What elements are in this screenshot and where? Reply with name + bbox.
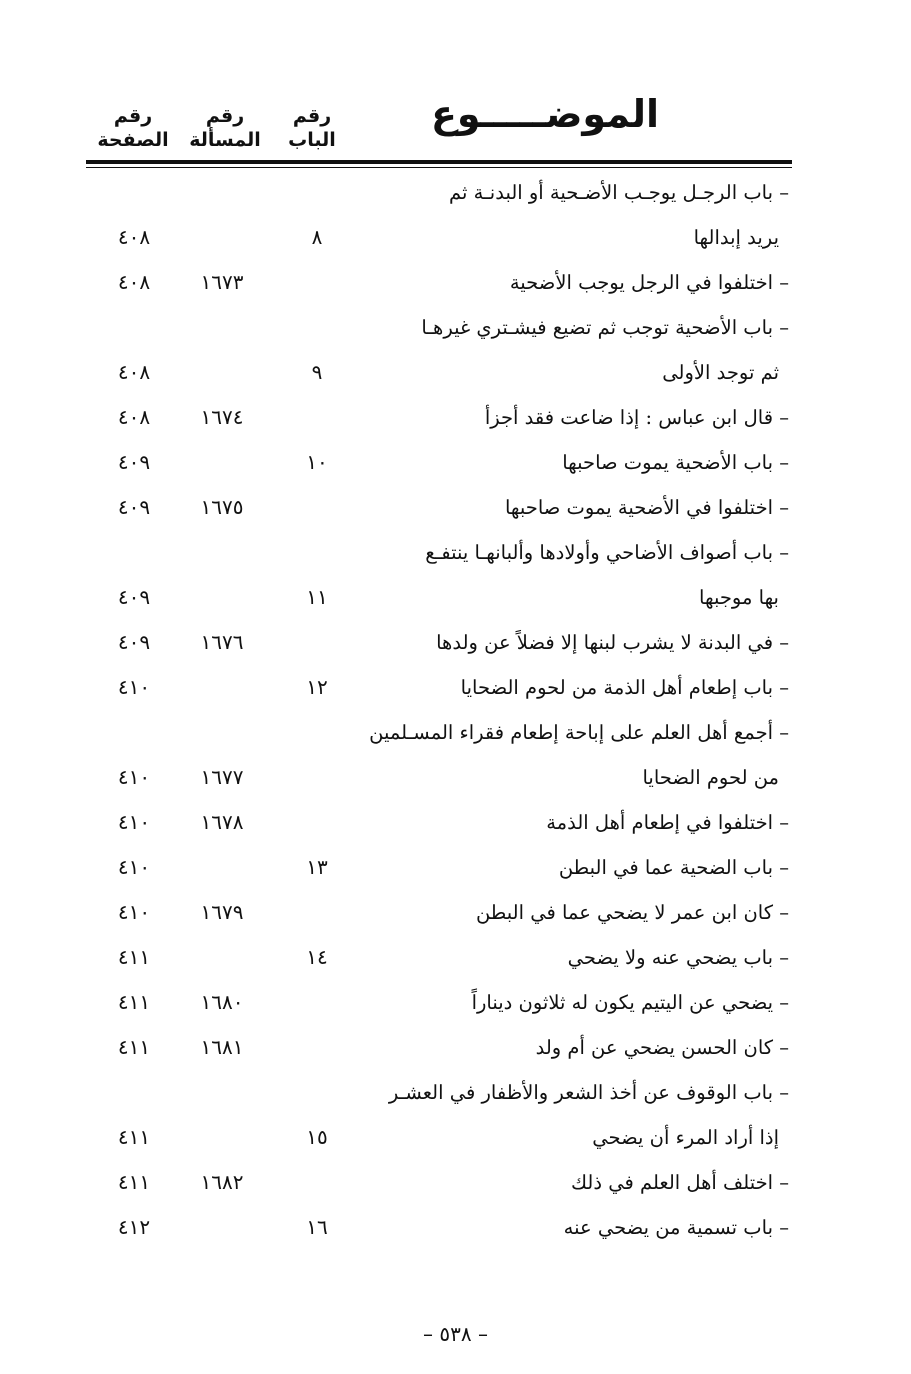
- index-row: [0, 620, 911, 665]
- row-issue-number: [182, 845, 262, 890]
- row-chapter-number: [282, 530, 352, 575]
- row-chapter-number: ١٥: [306, 1125, 328, 1149]
- row-topic: بها موجبها: [699, 586, 779, 609]
- row-chapter-number: [282, 1160, 352, 1205]
- page-footer-number: – ٥٣٨ –: [423, 1322, 488, 1346]
- index-row: [0, 755, 911, 800]
- header-page-line1: رقم: [113, 105, 153, 127]
- row-topic: – اختلفوا في الأضحية يموت صاحبها: [504, 496, 789, 519]
- row-issue-number: ١٦٧٣: [200, 270, 244, 294]
- row-topic: – باب الوقوف عن أخذ الشعر والأظفار في العشـر: [388, 1081, 789, 1104]
- row-issue-number: [182, 305, 262, 350]
- row-chapter-number: [282, 260, 352, 305]
- row-topic: يريد إبدالها: [693, 226, 779, 249]
- index-row: [0, 665, 911, 710]
- row-chapter-number: [282, 170, 352, 215]
- row-page-number: ٤١١: [117, 945, 151, 969]
- row-page-number: ٤٠٩: [117, 630, 151, 654]
- row-page-number: ٤١١: [117, 990, 151, 1014]
- row-chapter-number: ٩: [311, 360, 323, 384]
- header-issue-line2: المسألة: [189, 129, 261, 151]
- row-topic: – اختلفوا في إطعام أهل الذمة: [546, 811, 789, 834]
- row-issue-number: [182, 440, 262, 485]
- header-chapter-line1: رقم: [292, 105, 332, 127]
- index-row: [0, 845, 911, 890]
- row-chapter-number: ١٦: [306, 1215, 328, 1239]
- row-topic: – يضحي عن اليتيم يكون له ثلاثون ديناراً: [471, 991, 789, 1014]
- row-page-number: ٤١٠: [117, 810, 151, 834]
- row-chapter-number: [282, 980, 352, 1025]
- row-issue-number: [182, 1070, 262, 1115]
- row-chapter-number: [282, 890, 352, 935]
- row-chapter-number: ١١: [306, 585, 328, 609]
- row-chapter-number: [282, 305, 352, 350]
- row-issue-number: ١٦٨٢: [200, 1170, 244, 1194]
- row-chapter-number: ٨: [311, 225, 323, 249]
- index-row: [0, 980, 911, 1025]
- row-issue-number: [182, 1115, 262, 1160]
- index-row: [0, 305, 911, 350]
- row-chapter-number: [282, 1070, 352, 1115]
- row-topic: – باب الأضحية توجب ثم تضيع فيشـتري غيرهـا: [421, 316, 789, 339]
- row-topic: – كان ابن عمر لا يضحي عما في البطن: [475, 901, 789, 924]
- row-chapter-number: ١٢: [306, 675, 328, 699]
- row-page-number: ٤١١: [117, 1170, 151, 1194]
- row-page-number: ٤١٠: [117, 900, 151, 924]
- row-page-number: ٤١٢: [117, 1215, 151, 1239]
- index-row: [0, 710, 911, 755]
- header-chapter-number: [272, 104, 352, 164]
- row-page-number: ٤١١: [117, 1035, 151, 1059]
- row-page-number: ٤٠٩: [117, 585, 151, 609]
- row-page-number: ٤٠٨: [117, 405, 151, 429]
- header-page-line2: الصفحة: [97, 129, 169, 151]
- row-page-number: ٤٠٨: [117, 360, 151, 384]
- row-issue-number: ١٦٧٨: [200, 810, 244, 834]
- row-topic: إذا أراد المرء أن يضحي: [592, 1126, 779, 1149]
- row-chapter-number: ١٤: [306, 945, 328, 969]
- row-issue-number: [182, 710, 262, 755]
- row-page-number: ٤١٠: [117, 855, 151, 879]
- index-row: [0, 935, 911, 980]
- row-page-number: [94, 530, 174, 575]
- index-rows: [0, 170, 911, 1250]
- row-issue-number: ١٦٨٠: [200, 990, 244, 1014]
- index-row: [0, 395, 911, 440]
- row-topic: – اختلفوا في الرجل يوجب الأضحية: [509, 271, 789, 294]
- row-topic: من لحوم الضحايا: [642, 766, 779, 789]
- index-row: [0, 215, 911, 260]
- index-row: [0, 575, 911, 620]
- row-chapter-number: [282, 485, 352, 530]
- row-topic: – قال ابن عباس : إذا ضاعت فقد أجزأ: [484, 406, 789, 429]
- header-topic: الموضـــــوع: [430, 92, 660, 136]
- row-issue-number: [182, 665, 262, 710]
- row-page-number: ٤٠٨: [117, 225, 151, 249]
- index-row: [0, 170, 911, 215]
- index-row: [0, 1070, 911, 1115]
- header-rule-thick: [86, 160, 792, 164]
- row-topic: – باب إطعام أهل الذمة من لحوم الضحايا: [460, 676, 789, 699]
- row-chapter-number: [282, 620, 352, 665]
- row-topic: – في البدنة لا يشرب لبنها إلا فضلاً عن ولدها: [436, 631, 789, 654]
- index-row: [0, 800, 911, 845]
- index-row: [0, 260, 911, 305]
- row-chapter-number: [282, 800, 352, 845]
- row-topic: – باب الضحية عما في البطن: [558, 856, 789, 879]
- header-rule-thin: [86, 167, 792, 168]
- row-page-number: ٤١١: [117, 1125, 151, 1149]
- row-page-number: ٤٠٩: [117, 450, 151, 474]
- row-issue-number: [182, 575, 262, 620]
- row-chapter-number: [282, 1025, 352, 1070]
- row-page-number: ٤١٠: [117, 675, 151, 699]
- row-page-number: [94, 1070, 174, 1115]
- row-topic: – باب تسمية من يضحي عنه: [563, 1216, 789, 1239]
- row-issue-number: ١٦٧٥: [200, 495, 244, 519]
- row-page-number: ٤٠٨: [117, 270, 151, 294]
- row-page-number: [94, 305, 174, 350]
- row-topic: – باب الرجـل يوجـب الأضـحية أو البدنـة ثم: [449, 181, 789, 204]
- index-row: [0, 485, 911, 530]
- header-issue-line1: رقم: [205, 105, 245, 127]
- row-issue-number: ١٦٧٩: [200, 900, 244, 924]
- row-topic: – أجمع أهل العلم على إباحة إطعام فقراء المسـلمين: [369, 721, 789, 744]
- row-topic: – باب أصواف الأضاحي وأولادها وألبانهـا ينتفـع: [425, 541, 789, 564]
- row-issue-number: [182, 935, 262, 980]
- index-row: [0, 1025, 911, 1070]
- row-topic: – اختلف أهل العلم في ذلك: [570, 1171, 789, 1194]
- index-row: [0, 350, 911, 395]
- row-chapter-number: [282, 395, 352, 440]
- row-issue-number: [182, 530, 262, 575]
- row-chapter-number: [282, 755, 352, 800]
- row-topic: ثم توجد الأولى: [662, 361, 779, 384]
- row-chapter-number: ١٠: [306, 450, 328, 474]
- header-issue-number: [180, 104, 270, 164]
- row-topic: – باب يضحي عنه ولا يضحي: [567, 946, 789, 969]
- index-row: [0, 1160, 911, 1205]
- header-page-number: [88, 104, 178, 164]
- row-issue-number: ١٦٨١: [200, 1035, 244, 1059]
- row-issue-number: ١٦٧٤: [200, 405, 244, 429]
- row-issue-number: [182, 215, 262, 260]
- index-row: [0, 440, 911, 485]
- header-chapter-line2: الباب: [288, 129, 336, 151]
- row-issue-number: [182, 350, 262, 395]
- row-issue-number: ١٦٧٦: [200, 630, 244, 654]
- row-page-number: [94, 710, 174, 755]
- index-row: [0, 890, 911, 935]
- row-issue-number: [182, 170, 262, 215]
- row-topic: – باب الأضحية يموت صاحبها: [562, 451, 789, 474]
- row-page-number: ٤١٠: [117, 765, 151, 789]
- row-topic: – كان الحسن يضحي عن أم ولد: [535, 1036, 789, 1059]
- index-row: [0, 1205, 911, 1250]
- row-page-number: [94, 170, 174, 215]
- index-row: [0, 530, 911, 575]
- row-chapter-number: [282, 710, 352, 755]
- row-page-number: ٤٠٩: [117, 495, 151, 519]
- row-chapter-number: ١٣: [306, 855, 328, 879]
- row-issue-number: [182, 1205, 262, 1250]
- index-row: [0, 1115, 911, 1160]
- row-issue-number: ١٦٧٧: [200, 765, 244, 789]
